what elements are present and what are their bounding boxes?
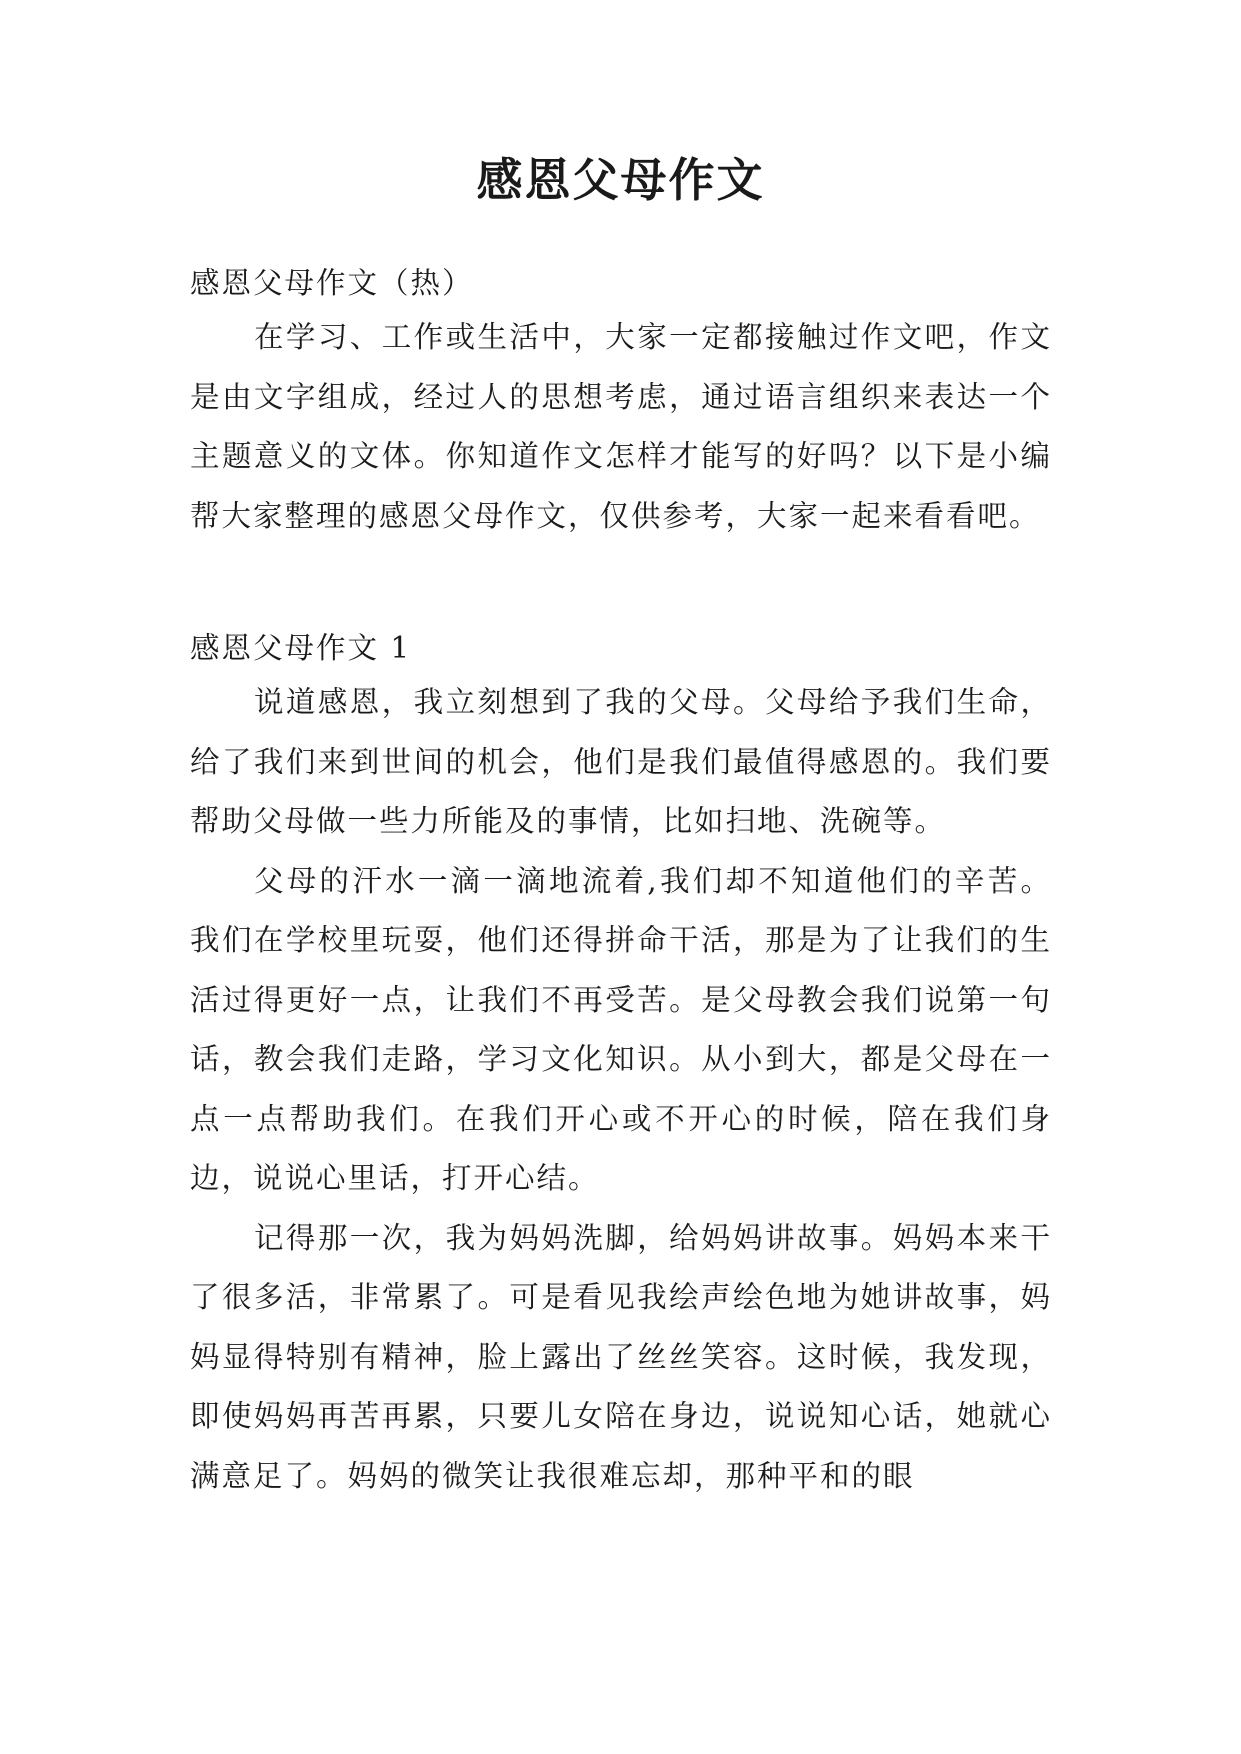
essay-1-paragraph-1: 说道感恩，我立刻想到了我的父母。父母给予我们生命，给了我们来到世间的机会，他们是我们最值得感恩的。我们要帮助父母做一些力所能及的事情，比如扫地、洗碗等。 [190, 685, 1052, 838]
essay-1-paragraph-2: 父母的汗水一滴一滴地流着,我们却不知道他们的辛苦。我们在学校里玩耍，他们还得拼命干活，那是为了让我们的生活过得更好一点，让我们不再受苦。是父母教会我们说第一句话，教会我们走路，学习文化知识。从小到大，都是父母在一点一点帮助我们。在我们开心或不开心的时候，陪在我们身边，说说心里话，打开心结。 [190, 863, 1052, 1195]
intro-paragraph: 在学习、工作或生活中，大家一定都接触过作文吧，作文是由文字组成，经过人的思想考虑，通过语言组织来表达一个主题意义的文体。你知道作文怎样才能写的好吗？以下是小编帮大家整理的感恩父母作文，仅供参考，大家一起来看看吧。 [190, 320, 1052, 533]
essay-1-body [190, 673, 1052, 1506]
document-title: 感恩父母作文 [476, 153, 765, 207]
essay-1-heading: 感恩父母作文 1 [190, 631, 412, 665]
essay-1-paragraph-3: 记得那一次，我为妈妈洗脚，给妈妈讲故事。妈妈本来干了很多活，非常累了。可是看见我绘声绘色地为她讲故事，妈妈显得特别有精神，脸上露出了丝丝笑容。这时候，我发现，即使妈妈再苦再累，只要儿女陪在身边，说说知心话，她就心满意足了。妈妈的微笑让我很难忘却，那种平和的眼 [190, 1220, 1052, 1493]
intro-heading: 感恩父母作文（热） [190, 266, 474, 300]
intro-section [190, 308, 1052, 546]
